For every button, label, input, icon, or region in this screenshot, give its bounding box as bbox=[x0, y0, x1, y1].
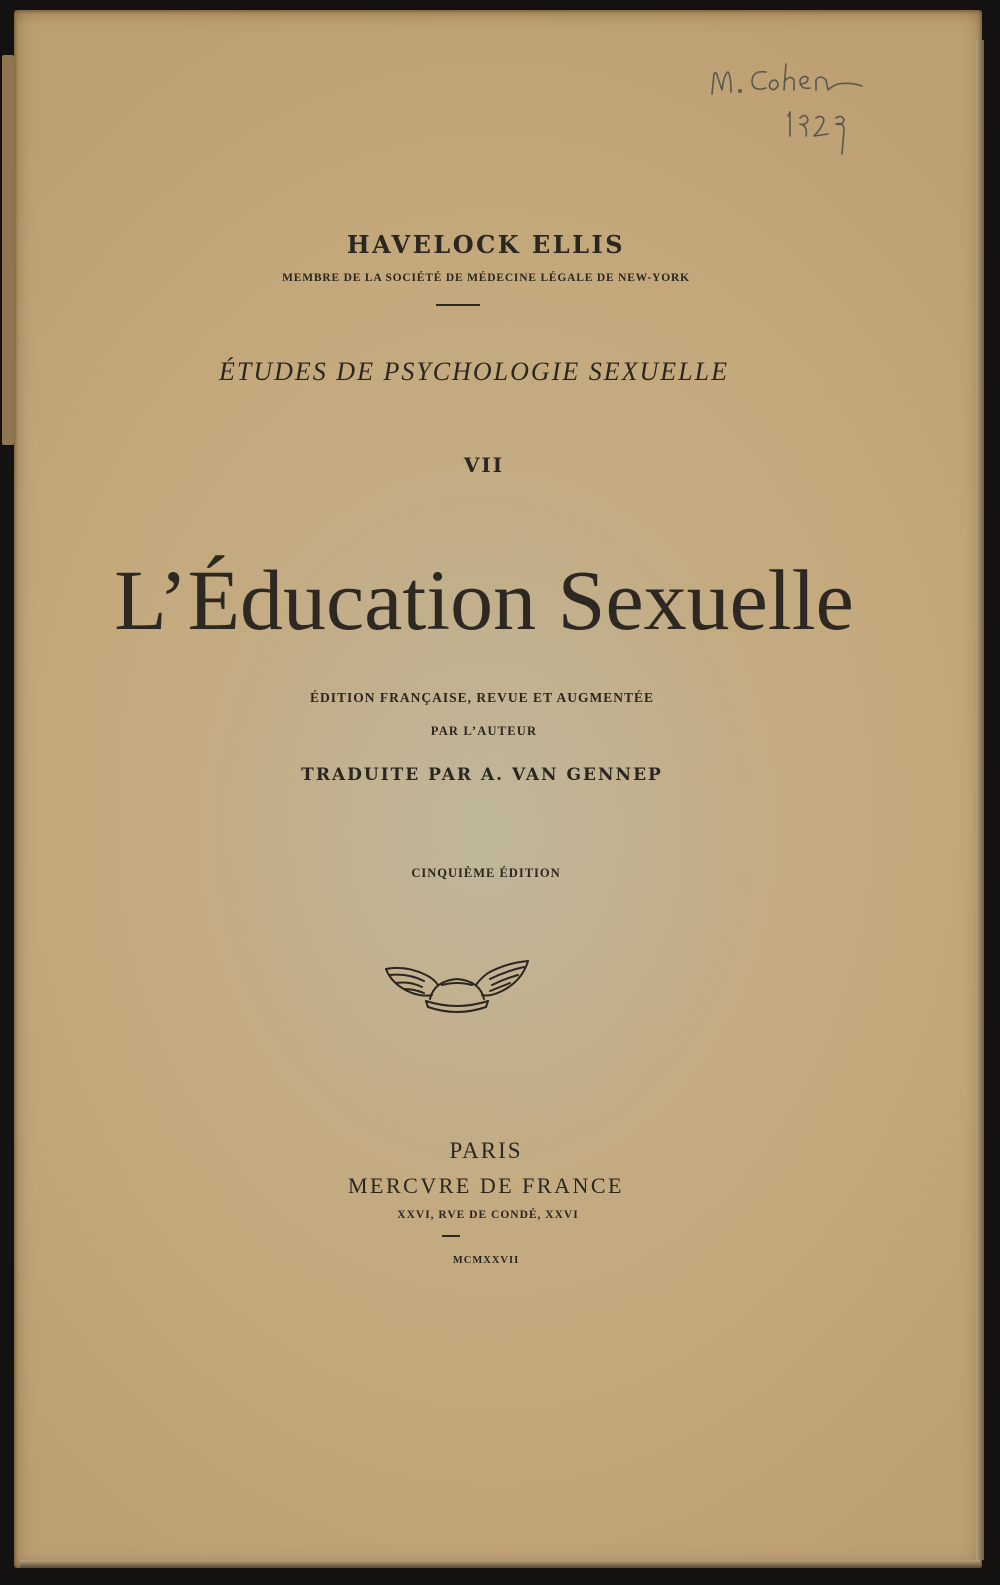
page-edge-right bbox=[976, 40, 984, 1560]
edition-description: ÉDITION FRANÇAISE, REVUE ET AUGMENTÉE bbox=[310, 690, 654, 705]
book-cover bbox=[14, 10, 982, 1568]
page-edge-bottom bbox=[20, 1560, 980, 1568]
series-title: ÉTUDES DE PSYCHOLOGIE SEXUELLE bbox=[219, 357, 729, 386]
divider-rule-short bbox=[442, 1235, 460, 1237]
edition-number: CINQUIÈME ÉDITION bbox=[411, 866, 561, 880]
volume-number: VII bbox=[463, 453, 505, 477]
author-membership: MEMBRE DE LA SOCIÉTÉ DE MÉDECINE LÉGALE DE NEW-YORK bbox=[282, 272, 690, 284]
author-name: HAVELOCK ELLIS bbox=[346, 230, 626, 259]
by-author-line: PAR L’AUTEUR bbox=[430, 724, 538, 738]
book-title: L’Éducation Sexuelle bbox=[114, 552, 854, 648]
divider-rule bbox=[436, 304, 480, 306]
publisher-name: MERCVRE DE FRANCE bbox=[348, 1173, 624, 1198]
publisher-address: XXVI, RVE DE CONDÉ, XXVI bbox=[397, 1209, 579, 1221]
winged-helmet-icon bbox=[382, 955, 532, 1015]
translator-credit: TRADUITE PAR A. VAN GENNEP bbox=[301, 765, 663, 785]
publication-year: MCMXXVII bbox=[452, 1255, 520, 1266]
pencil-inscription bbox=[704, 60, 884, 160]
publication-city: PARIS bbox=[449, 1138, 523, 1163]
